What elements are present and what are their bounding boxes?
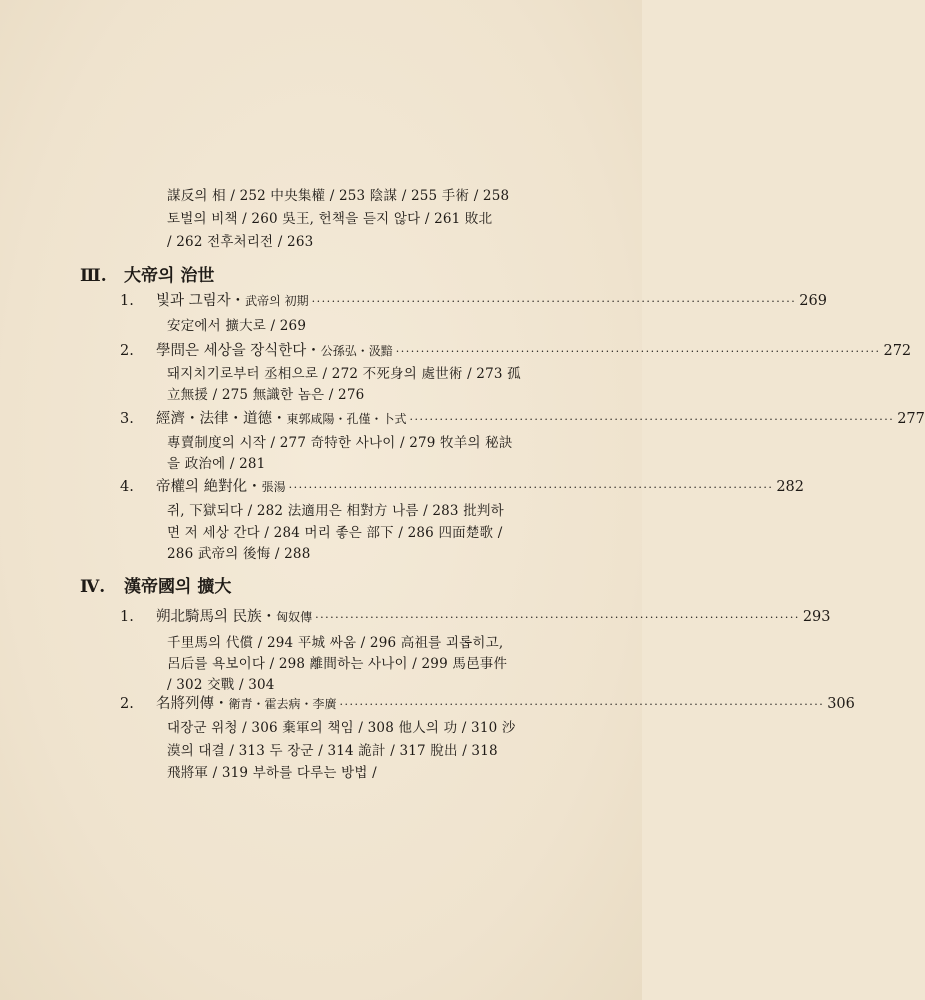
section-title: 漢帝國의 擴大 [124, 577, 232, 597]
entry-subtitle: 東郭咸陽・孔僅・卜式 [286, 412, 407, 426]
entry-number: 2. [120, 696, 134, 712]
leader-dots: ································································································· [311, 295, 797, 308]
toc-entry [120, 605, 831, 626]
section-numeral: Ⅳ. [80, 577, 106, 597]
intro-line: 謀反의 相 / 252 中央集權 / 253 陰謀 / 255 手術 / 258 [167, 188, 510, 204]
entry-detail: 漠의 대결 / 313 두 장군 / 314 詭計 / 317 脫出 / 318 [167, 743, 498, 759]
leader-dots: ································································································· [339, 698, 825, 711]
entry-subtitle: 公孫弘・汲黯 [320, 344, 393, 358]
entry-detail: 돼지치기로부터 丞相으로 / 272 不死身의 處世術 / 273 孤 [167, 366, 521, 382]
leader-dots: ································································································· [288, 481, 774, 494]
entry-subtitle: 衛青・霍去病・李廣 [228, 697, 337, 711]
entry-page: 277 [897, 411, 925, 427]
section-heading [80, 261, 214, 286]
toc-entry [120, 407, 925, 428]
entry-subtitle: 張湯 [261, 480, 286, 494]
entry-detail: 飛將軍 / 319 부하를 다루는 방법 / [167, 765, 377, 781]
entry-number: 3. [120, 411, 134, 427]
entry-title: 名將列傳・衛青・霍去病・李廣 [156, 696, 337, 712]
leader-dots: ································································································· [395, 345, 881, 358]
entry-number: 2. [120, 343, 134, 359]
entry-title: 經濟・法律・道德・東郭咸陽・孔僅・卜式 [156, 411, 407, 427]
toc-entry [120, 692, 855, 713]
entry-title: 빛과 그림자・武帝의 初期 [156, 293, 309, 309]
section-numeral: Ⅲ. [80, 266, 107, 286]
entry-subtitle: 武帝의 初期 [245, 294, 309, 308]
entry-page: 293 [802, 609, 831, 625]
entry-page: 272 [883, 343, 912, 359]
entry-detail: / 302 交戰 / 304 [167, 677, 275, 693]
entry-detail: 安定에서 擴大로 / 269 [167, 318, 307, 334]
entry-detail: 을 政治에 / 281 [167, 456, 266, 472]
entry-title: 朔北騎馬의 民族・匈奴傳 [156, 609, 313, 625]
entry-detail: 대장군 위청 / 306 棄軍의 책임 / 308 他人의 功 / 310 沙 [167, 720, 516, 736]
entry-detail: 면 저 세상 간다 / 284 머리 좋은 部下 / 286 四面楚歌 / [167, 525, 503, 541]
entry-detail: 쥐, 下獄되다 / 282 法適用은 相對方 나름 / 283 批判하 [167, 503, 504, 519]
entry-title: 學問은 세상을 장식한다・公孫弘・汲黯 [156, 343, 393, 359]
section-title: 大帝의 治世 [124, 266, 215, 286]
leader-dots: ································································································· [315, 611, 800, 624]
entry-page: 269 [799, 293, 827, 309]
intro-line: / 262 전후처리전 / 263 [167, 234, 314, 250]
entry-subtitle: 匈奴傳 [276, 610, 313, 624]
section-heading [80, 572, 231, 597]
leader-dots: ································································································· [409, 413, 895, 426]
entry-detail: 呂后를 욕보이다 / 298 離間하는 사나이 / 299 馬邑事件 [167, 656, 508, 672]
entry-number: 4. [120, 479, 134, 495]
intro-line: 토벌의 비책 / 260 吳王, 헌책을 듣지 않다 / 261 敗北 [167, 211, 493, 227]
toc-entry [120, 289, 827, 310]
entry-number: 1. [120, 609, 134, 625]
entry-detail: 立無援 / 275 無識한 놈은 / 276 [167, 387, 365, 403]
entry-page: 282 [776, 479, 804, 495]
toc-entry [120, 339, 912, 360]
toc-entry [120, 475, 804, 496]
entry-number: 1. [120, 293, 134, 309]
entry-page: 306 [827, 696, 855, 712]
entry-detail: 專賣制度의 시작 / 277 奇特한 사나이 / 279 牧羊의 秘訣 [167, 435, 513, 451]
entry-detail: 286 武帝의 後悔 / 288 [167, 546, 311, 562]
entry-detail: 千里馬의 代償 / 294 平城 싸움 / 296 高祖를 괴롭히고, [167, 635, 504, 651]
entry-title: 帝權의 絶對化・張湯 [156, 479, 286, 495]
